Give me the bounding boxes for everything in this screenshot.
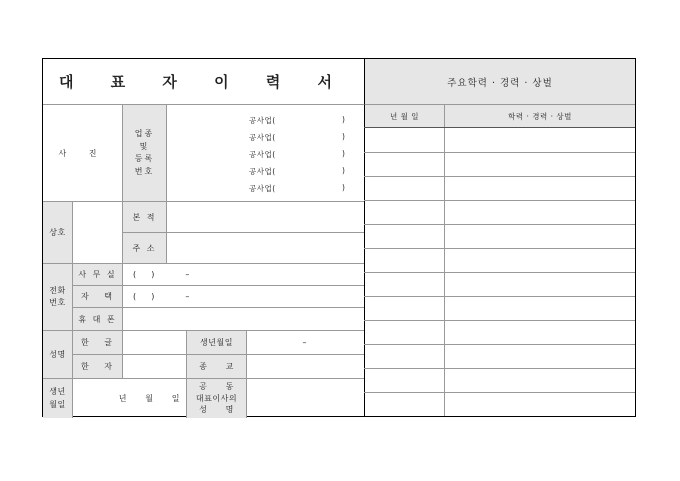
photo-label: 사 진 [58, 148, 107, 158]
history-detail-cell[interactable] [444, 153, 635, 176]
history-date-cell[interactable] [364, 225, 444, 248]
name-label: 성명 [43, 330, 72, 378]
business-entry-2: 공사업( [249, 133, 276, 142]
history-row [364, 392, 635, 416]
history-date-cell[interactable] [364, 153, 444, 176]
history-detail-cell[interactable] [444, 249, 635, 272]
history-date-cell[interactable] [364, 128, 444, 152]
history-row [364, 224, 635, 248]
address-field[interactable] [166, 232, 364, 263]
co-representative-label: 공 동 대표이사의 성 명 [186, 378, 246, 418]
history-date-cell[interactable] [364, 273, 444, 296]
history-title: 주요학력 · 경력 · 상벌 [364, 59, 635, 104]
phone-label: 전화 번호 [43, 263, 72, 330]
home-label: 자 택 [72, 285, 122, 307]
domicile-label: 본 적 [122, 201, 166, 232]
history-rows [364, 127, 635, 418]
home-phone-field[interactable]: ( ) – [122, 285, 364, 307]
religion-label: 종 교 [186, 354, 246, 378]
business-entry-3: 공사업( [249, 150, 276, 159]
business-entry-1: 공사업( [249, 116, 276, 125]
photo-area [43, 104, 122, 201]
history-detail-cell[interactable] [444, 345, 635, 368]
domicile-field[interactable] [166, 201, 364, 232]
history-date-cell[interactable] [364, 393, 444, 416]
history-detail-cell[interactable] [444, 128, 635, 152]
history-date-cell[interactable] [364, 345, 444, 368]
history-detail-cell[interactable] [444, 273, 635, 296]
hanja-name-field[interactable] [122, 354, 186, 378]
mobile-phone-field[interactable] [122, 307, 364, 330]
history-row [364, 272, 635, 296]
birth-field[interactable]: 년 월 일 [72, 378, 186, 418]
history-detail-cell[interactable] [444, 225, 635, 248]
hanja-label: 한 자 [72, 354, 122, 378]
history-date-cell[interactable] [364, 177, 444, 200]
business-entry-4: 공사업( [249, 167, 276, 176]
registration-field[interactable]: 공사업( ) 공사업( ) 공사업( ) 공사업( ) 공사업( ) [166, 104, 364, 201]
history-detail-cell[interactable] [444, 201, 635, 224]
mobile-label: 휴 대 폰 [72, 307, 122, 330]
history-row [364, 128, 635, 152]
registration-label: 업종 및 등록 번호 [122, 104, 166, 201]
history-col-date: 년 월 일 [364, 104, 444, 127]
history-detail-cell[interactable] [444, 297, 635, 320]
history-row [364, 248, 635, 272]
history-date-cell[interactable] [364, 249, 444, 272]
history-row [364, 296, 635, 320]
dob-field[interactable]: – [246, 330, 364, 354]
history-row [364, 176, 635, 200]
history-row [364, 152, 635, 176]
hangul-name-field[interactable] [122, 330, 186, 354]
history-detail-cell[interactable] [444, 393, 635, 416]
history-date-cell[interactable] [364, 297, 444, 320]
business-entry-5: 공사업( [249, 184, 276, 193]
office-phone-field[interactable]: ( ) – [122, 263, 364, 285]
address-label: 주 소 [122, 232, 166, 263]
hangul-label: 한 글 [72, 330, 122, 354]
form-title: 대 표 자 이 력 서 [58, 73, 349, 91]
history-detail-cell[interactable] [444, 321, 635, 344]
office-label: 사 무 실 [72, 263, 122, 285]
history-detail-cell[interactable] [444, 369, 635, 392]
birth-label: 생년 월일 [43, 378, 72, 418]
history-detail-cell[interactable] [444, 177, 635, 200]
history-date-cell[interactable] [364, 201, 444, 224]
history-date-cell[interactable] [364, 369, 444, 392]
company-field[interactable] [72, 201, 122, 263]
history-row [364, 368, 635, 392]
resume-form [42, 58, 636, 417]
history-date-cell[interactable] [364, 321, 444, 344]
religion-field[interactable] [246, 354, 364, 378]
co-representative-field[interactable] [246, 378, 364, 418]
history-row [364, 200, 635, 224]
company-label: 상호 [43, 201, 72, 263]
history-row [364, 320, 635, 344]
history-col-detail: 학력 · 경력 · 상벌 [444, 104, 635, 127]
history-row [364, 344, 635, 368]
dob-label: 생년월일 [186, 330, 246, 354]
